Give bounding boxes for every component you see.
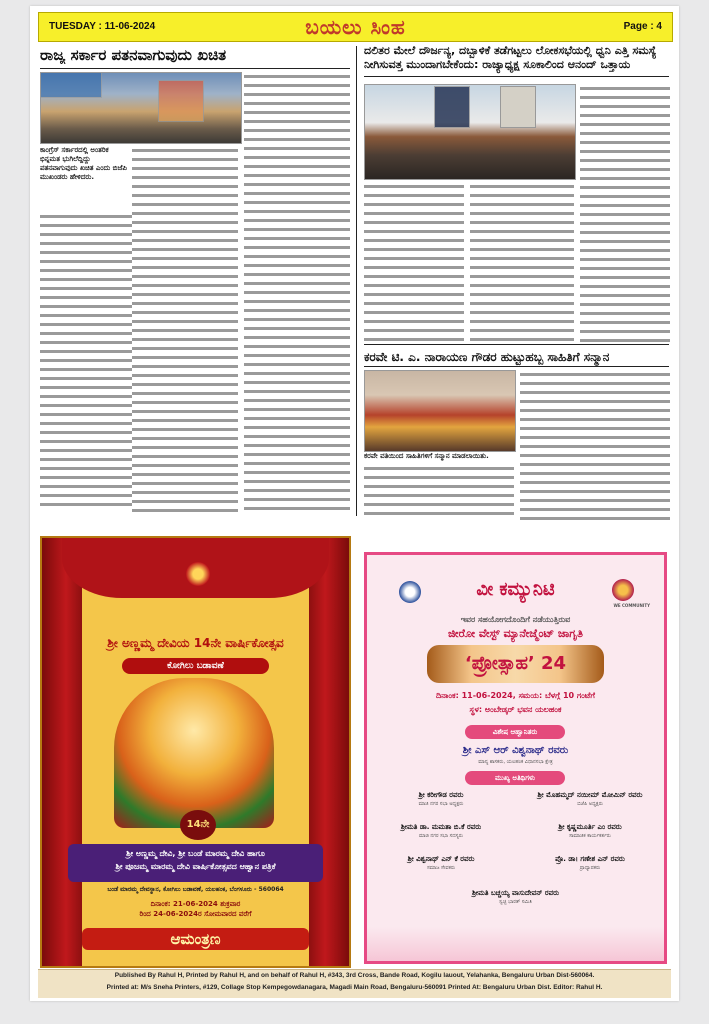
guest-name: ಶ್ರೀ ಮೊಹಮ್ಮದ್ ನಯೀಮ್ ಮೋಮಿನ್ ರವರು	[537, 791, 643, 799]
article-1-col-3	[244, 72, 350, 512]
special-invitees-label: ವಿಶೇಷ ಆಹ್ವಾನಿತರು	[465, 725, 565, 739]
we-community-logo-text: WE COMMUNITY	[613, 603, 650, 608]
ad-right-heading: ವೀ ಕಮ್ಯುನಿಟಿ	[476, 579, 555, 600]
divider	[364, 344, 669, 345]
guest-role: ಪ್ರಾಧ್ಯಾಪಕರು	[579, 865, 601, 871]
imprint-line-1: Published By Rahul H, Printed by Rahul H, and on behalf of Rahul H, #343, 3rd Cross, Bande Road, Kogilu lauout, Yelahanka, Bengaluru Urban Dist-560064.	[114, 972, 595, 979]
chief-guests-label: ಮುಖ್ಯ ಅತಿಥಿಗಳು	[465, 771, 565, 785]
article-3-col-2	[520, 370, 670, 520]
ad-left-title: ಶ್ರೀ ಅಣ್ಣಮ್ಮ ದೇವಿಯ 14ನೇ ವಾರ್ಷಿಕೋತ್ಸವ	[107, 636, 284, 650]
article-3-col-1	[364, 464, 514, 520]
article-2-photo-portrait	[434, 86, 470, 128]
divider	[364, 366, 669, 367]
ad-left-banner-line2: ಶ್ರೀ ಪೂಜಮ್ಮ ಮಾರಮ್ಮ ದೇವಿ ವಾರ್ಷಿಕೋತ್ಸವದ ಆಹ್ವಾನ ಪತ್ರಿಕೆ	[115, 862, 276, 871]
ad-right-date: ದಿನಾಂಕ: 11-06-2024, ಸಮಯ: ಬೆಳಗ್ಗೆ 10 ಗಂಟೆಗೆ	[436, 691, 595, 700]
article-1-caption: ಕಾಂಗ್ರೆಸ್ ಸರ್ಕಾರದಲ್ಲಿ ಅಂತರಿಕ ಭಿನ್ನಮತ ಭುಗಿಲೆದ್ದಿದ್ದು ಪತನವಾಗುವುದು ಖಚಿತ ಎಂದು ಬಿಜೆಪಿ ಮುಖಂಡರು ಹೇಳಿದರು.	[40, 146, 127, 181]
ad-right-campaign: ಜೀರೋ ವೇಸ್ಟ್ ಮ್ಯಾನೇಜ್ಮೆಂಟ್ ಜಾಗೃತಿ	[448, 627, 583, 640]
temple-festival-ad	[40, 536, 351, 968]
ad-left-date: ದಿನಾಂಕ: 21-06-2024 ಶುಕ್ರವಾರ	[150, 900, 241, 908]
guest-role: ಮಾಜಿ ನಗರ ಸಭಾ ಸದಸ್ಯರು	[418, 833, 464, 839]
ad-left-banner-line1: ಶ್ರೀ ಅಣ್ಣಮ್ಮ ದೇವಿ, ಶ್ರೀ ಬಂಡೆ ಮಾರಮ್ಮ ದೇವಿ ಹಾಗೂ	[126, 849, 265, 858]
event-scroll: ‘ಪ್ರೋತ್ಸಾಹ’ 24	[427, 645, 604, 683]
ad-right-venue: ಸ್ಥಳ: ಅಂಬೇಡ್ಕರ್ ಭವನ ಯಲಹಂಕ	[469, 705, 562, 714]
guest-role: ಸ್ವಚ್ಛ ಭಾರತ್ ಸಮಿತಿ	[499, 899, 532, 905]
article-1-col-2	[132, 146, 238, 512]
article-1-headline: ರಾಜ್ಯ ಸರ್ಕಾರ ಪತನವಾಗುವುದು ಖಚಿತ	[40, 46, 227, 64]
divider	[40, 68, 350, 69]
ad-left-address: ಬಂಡೆ ಮಾರಮ್ಮ ದೇವಸ್ಥಾನ, ಕೋಗಿಲು ಬಡಾವಣೆ, ಯಲಹಂಕ, ಬೆಂಗಳೂರು - 560064	[107, 886, 284, 893]
article-3-headline: ಕರವೇ ಟಿ. ಎ. ನಾರಾಯಣ ಗೌಡರ ಹುಟ್ಟುಹಬ್ಬ ಸಾಹಿತಿಗೆ ಸನ್ಮಾನ	[364, 350, 610, 364]
guest-role: ಬಿಜೆಪಿ ಅಧ್ಯಕ್ಷರು	[577, 801, 603, 807]
guest-name: ಶ್ರೀಮತಿ ಡಾ. ಮಮತಾ ಬಿ.ಕೆ ರವರು	[400, 823, 482, 831]
ad-left-date-2: ರಿಂದ 24-06-2024ರ ಸೋಮವಾರದ ವರೆಗೆ	[139, 910, 252, 918]
article-2-photo	[364, 84, 576, 180]
guest-name: ಶ್ರೀ ವಿಶ್ವನಾಥ್ ಎನ್ ಕೆ ರವರು	[407, 855, 475, 863]
guest-role: ಮಾಜಿ ನಗರ ಸಭಾ ಅಧ್ಯಕ್ಷರು	[418, 801, 464, 807]
article-3-caption: ಕರವೇ ವತಿಯಿಂದ ಸಾಹಿತಿಗಳಿಗೆ ಸನ್ಮಾನ ಮಾಡಲಾಯಿತು.	[364, 452, 489, 460]
page-number: Page : 4	[623, 21, 662, 32]
masthead	[38, 12, 673, 42]
article-2-col-3	[580, 84, 670, 342]
deity-image	[114, 678, 274, 828]
divider	[364, 76, 669, 77]
we-community-ad	[364, 552, 667, 964]
column-divider	[356, 46, 357, 516]
imprint-line-2: Printed at: M/s Sneha Printers, #129, Collage Stop Kempegowdanagara, Magadi Main Road, Bengaluru-560091 Printed At: Bengaluru Urban Dist. Editor: Rahul H.	[106, 984, 603, 991]
article-1-col-1	[40, 212, 142, 512]
article-2-photo-portrait-2	[500, 86, 536, 128]
guest-role: ಸಾಮಾಜಿಕ ಕಾರ್ಯಕರ್ತರು	[569, 833, 611, 839]
article-1-photo-banner	[40, 72, 102, 98]
ad-left-footer: ಆಮಂತ್ರಣ	[82, 928, 309, 950]
special-guest-name: ಶ್ರೀ ಎಸ್ ಆರ್ ವಿಶ್ವನಾಥ್ ರವರು	[462, 745, 569, 756]
article-1-photo-poster	[158, 80, 204, 122]
special-guest-role: ಮಾನ್ಯ ಶಾಸಕರು, ಯಲಹಂಕ ವಿಧಾನಸಭಾ ಕ್ಷೇತ್ರ	[478, 759, 553, 765]
ad-left-subtitle: ಕೋಗಿಲು ಬಡಾವಣೆ	[122, 658, 269, 674]
anniversary-badge: 14ನೇ	[180, 810, 216, 840]
issue-date: TUESDAY : 11-06-2024	[49, 21, 156, 32]
article-2-col-2	[470, 182, 574, 342]
article-2-col-1	[364, 182, 464, 342]
ad-left-banner	[68, 844, 323, 882]
guest-role: ಸಮಾಜ ಸೇವಕರು	[426, 865, 456, 871]
guest-name: ಪ್ರೊ. ಡಾ। ಗಣೇಶ ಎನ್ ರವರು	[555, 855, 625, 863]
ad-right-tagline: ಇವರ ಸಹಯೋಗದೊಂದಿಗೆ ನಡೆಯುತ್ತಿರುವ	[460, 615, 571, 624]
guest-name: ಶ್ರೀಮತಿ ಬಚ್ಚಯ್ಯ ವಾಸುದೇವನ್ ರವರು	[471, 889, 560, 897]
guest-name: ಶ್ರೀ ಕರೀಗೌಡ ರವರು	[418, 791, 464, 799]
guest-name: ಶ್ರೀ ಕೃಷ್ಣಮೂರ್ತಿ ಎಂ ರವರು	[558, 823, 622, 831]
article-3-photo	[364, 370, 516, 452]
newspaper-page	[30, 6, 679, 1001]
ad-right-bottom-band	[367, 927, 664, 961]
newspaper-title: ಬಯಲು ಸಿಂಹ	[305, 15, 406, 39]
article-2-headline: ದಲಿತರ ಮೇಲೆ ದೌರ್ಜನ್ಯ, ದಬ್ಬಾಳಿಕೆ ತಡೆಗಟ್ಟಲು ಲೋಕಸಭೆಯಲ್ಲಿ ಧ್ವನಿ ಎತ್ತಿ ಸಮಸ್ಯೆ ನೀಗಿಸುವತ್ತ ಮುಂದಾಗಬೇಕೆಂದು: ರಾಜ್ಯಾಧ್ಯಕ್ಷ ಸೂಕಾಲಿಂದ ಆನಂದ್ ಒತ್ತಾಯ	[364, 44, 657, 71]
temple-emblem-icon	[186, 562, 210, 586]
imprint-footer	[38, 969, 671, 998]
